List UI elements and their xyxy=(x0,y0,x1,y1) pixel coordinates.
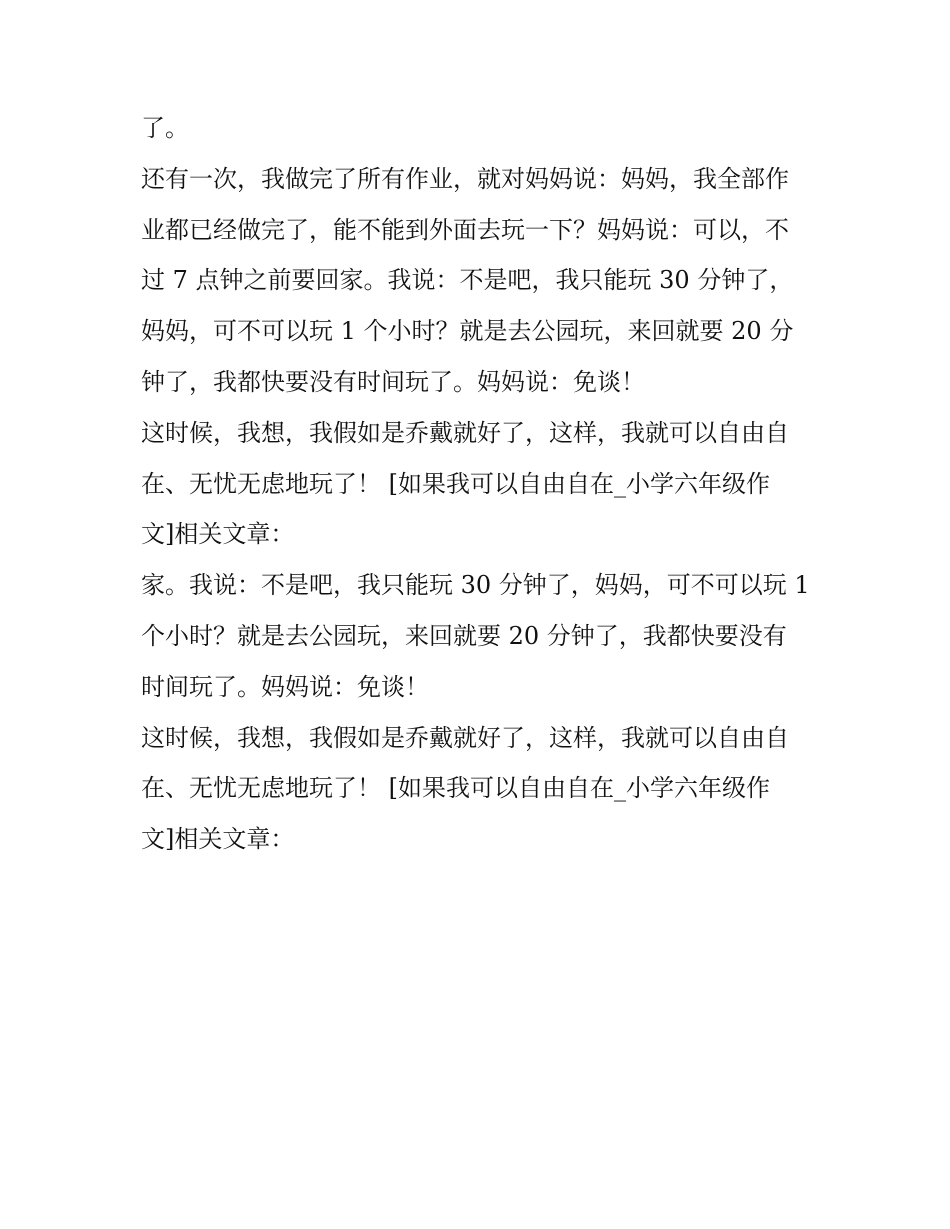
text-line: 了。 xyxy=(141,114,189,142)
text-line: 文]相关文章： xyxy=(141,825,295,854)
text-line: 个小时？就是去公园玩，来回就要 20 分钟了，我都快要没有 xyxy=(141,621,787,650)
text-line: 这时候，我想，我假如是乔戴就好了，这样，我就可以自由自 xyxy=(141,418,789,447)
body-text xyxy=(141,103,821,865)
text-line: 还有一次，我做完了所有作业，就对妈妈说：妈妈，我全部作 xyxy=(141,164,789,193)
text-line: 文]相关文章： xyxy=(141,520,295,549)
text-line: 这时候，我想，我假如是乔戴就好了，这样，我就可以自由自 xyxy=(141,723,789,752)
text-line: 时间玩了。妈妈说：免谈！ xyxy=(141,672,429,701)
text-line: 钟了，我都快要没有时间玩了。妈妈说：免谈！ xyxy=(141,367,645,396)
text-line: 妈妈，可不可以玩 1 个小时？就是去公园玩，来回就要 20 分 xyxy=(141,317,794,346)
text-line: 业都已经做完了，能不能到外面去玩一下？妈妈说：可以，不 xyxy=(141,215,789,244)
text-line: 在、无忧无虑地玩了！ [如果我可以自由自在_小学六年级作 xyxy=(141,774,770,803)
text-line: 家。我说：不是吧，我只能玩 30 分钟了，妈妈，可不可以玩 1 xyxy=(141,571,810,600)
text-line: 在、无忧无虑地玩了！ [如果我可以自由自在_小学六年级作 xyxy=(141,469,770,498)
text-line: 过 7 点钟之前要回家。我说：不是吧，我只能玩 30 分钟了， xyxy=(141,266,794,295)
